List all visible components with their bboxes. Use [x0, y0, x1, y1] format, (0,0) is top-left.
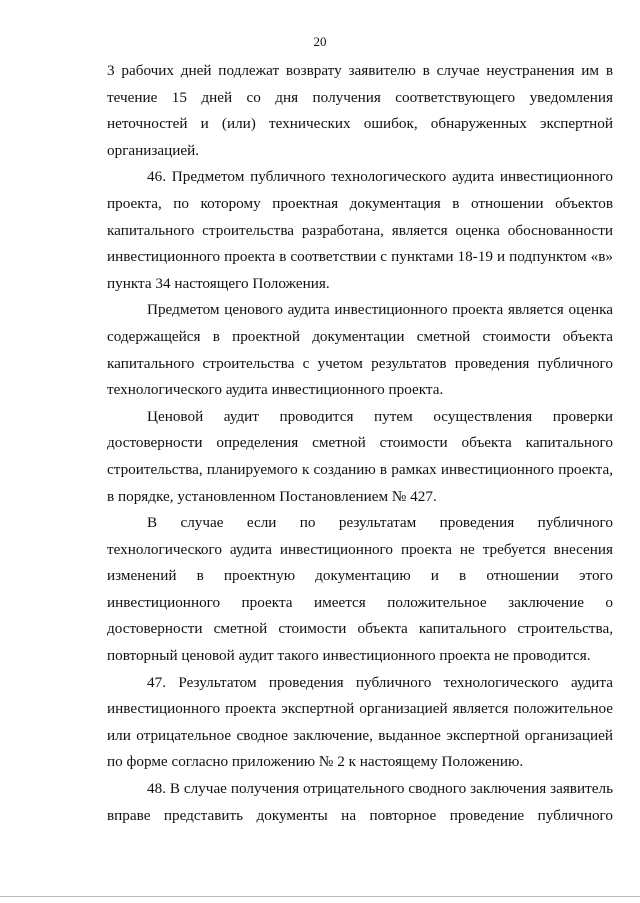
paragraph-item-46: 46. Предметом публичного технологического аудита инвестиционного проекта, по которому проектная документация в отношении объектов капитального строительства разработана, является оценка обоснованности инвестиционного проекта в соответствии с пунктами 18-19 и подпунктом «в» пункта 34 настоящего Положения. [107, 168, 613, 292]
page-bottom-edge [0, 896, 640, 897]
paragraph-repeat-audit-exemption: В случае если по результатам проведения публичного технологического аудита инвестиционного проекта не требуется внесения изменений в проектную документацию и в отношении этого инвестиционного проекта имеется положительное заключение о достоверности сметной стоимости объекта капитального строительства, повторный ценовой аудит такого инвестиционного проекта не проводится. [107, 514, 613, 665]
paragraph-price-audit-procedure: Ценовой аудит проводится путем осуществления проверки достоверности определения сметной стоимости объекта капитального строительства, планируемого к созданию в рамках инвестиционного проекта, в порядке, установленном Постановлением № 427. [107, 407, 613, 505]
paragraph-item-47: 47. Результатом проведения публичного технологического аудита инвестиционного проекта экспертной организацией является положительное или отрицательное сводное заключение, выданное экспертной организацией по форме согласно приложению № 2 к настоящему Положению. [107, 673, 613, 771]
paragraph-price-audit-subject: Предметом ценового аудита инвестиционного проекта является оценка содержащейся в проектной документации сметной стоимости объекта капитального строительства с учетом результатов проведения публичного технологического аудита инвестиционного проекта. [107, 301, 613, 399]
page-number: 20 [313, 34, 327, 49]
document-body [107, 58, 613, 829]
paragraph-continuation: 3 рабочих дней подлежат возврату заявителю в случае неустранения им в течение 15 дней со дня получения соответствующего уведомления неточностей и (или) технических ошибок, обнаруженных экспертной организацией. [107, 62, 613, 159]
paragraph-item-48: 48. В случае получения отрицательного сводного заключения заявитель вправе представить документы на повторное проведение публичного [107, 780, 613, 824]
